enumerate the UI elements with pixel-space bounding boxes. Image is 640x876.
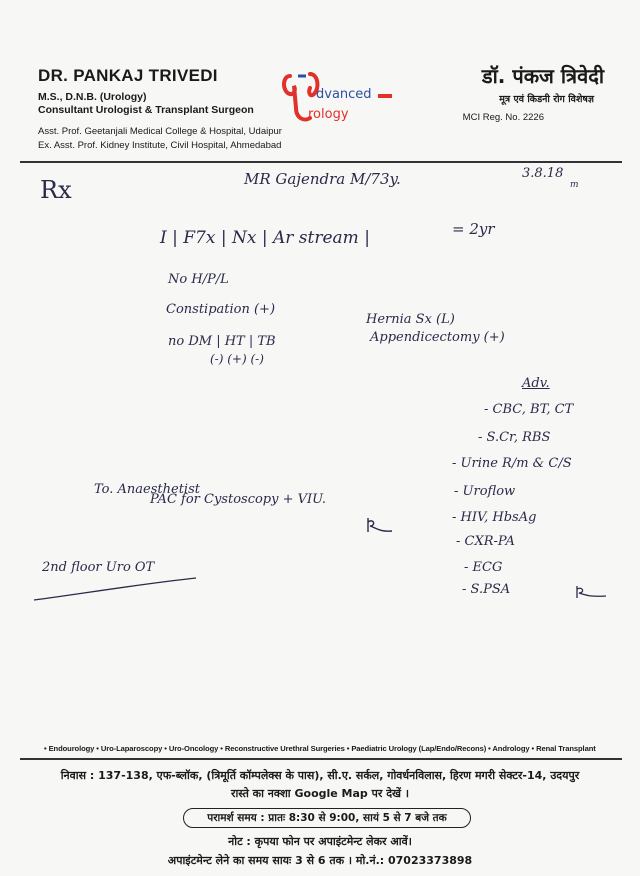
advice-item: - ECG xyxy=(464,560,503,575)
doctor-qualifications: M.S., D.N.B. (Urology) xyxy=(38,91,147,103)
appointment-time: अपाइंटमेन्ट लेने का समय सायः 3 से 6 तक । मो.नं.: 07023373898 xyxy=(167,854,473,867)
specialty-hindi: मूत्र एवं किडनी रोग विशेषज्ञ xyxy=(499,94,594,105)
logo-text-2: rology xyxy=(308,107,349,122)
doctor-name-hindi: डॉ. पंकज त्रिवेदी xyxy=(481,64,604,88)
advice-item: - CXR-PA xyxy=(456,534,515,549)
affiliation-1: Asst. Prof. Geetanjali Medical College & Hospital, Udaipur xyxy=(38,126,282,137)
header-divider xyxy=(20,161,622,163)
map-note: रास्ते का नक्शा Google Map पर देखें । xyxy=(230,787,410,800)
advice-item: - S.PSA xyxy=(462,582,511,597)
location-note: 2nd floor Uro OT xyxy=(42,560,155,575)
advice-item: - S.Cr, RBS xyxy=(478,430,551,445)
doctor-name: DR. PANKAJ TRIVEDI xyxy=(38,66,218,85)
advice-item: - CBC, BT, CT xyxy=(484,402,574,417)
logo-text-1: dvanced xyxy=(316,87,372,102)
referral-line-2: PAC for Cystoscopy + VIU. xyxy=(150,492,327,507)
prescription-date: 3.8.18 xyxy=(522,166,564,181)
advice-heading: Adv. xyxy=(522,376,550,391)
side-note-1: Hernia Sx (L) xyxy=(366,312,455,327)
findings-value: = 2yr xyxy=(452,220,495,238)
history-line-3-marks: (-) (+) (-) xyxy=(210,352,264,366)
residence-address: निवास : 137-138, एफ-ब्लॉक, (त्रिमूर्ति कॉम्पलेक्स के पास), सी.ए. सर्कल, गोवर्धनविलास, हिरण मगरी सेक्टर-14, उदयपुर xyxy=(60,769,580,782)
rx-symbol: Rx xyxy=(40,176,72,204)
signature-mark xyxy=(364,514,394,536)
footer-divider xyxy=(20,758,622,760)
advice-item: - Urine R/m & C/S xyxy=(452,456,572,471)
affiliation-2: Ex. Asst. Prof. Kidney Institute, Civil Hospital, Ahmedabad xyxy=(38,140,282,151)
side-note-2: Appendicectomy (+) xyxy=(370,330,505,345)
history-line-3: no DM | HT | TB xyxy=(168,334,276,349)
date-suffix: m xyxy=(570,180,579,190)
history-line-2: Constipation (+) xyxy=(166,302,276,317)
advice-item: - HIV, HbsAg xyxy=(452,510,537,525)
doctor-title: Consultant Urologist & Transplant Surgeon xyxy=(38,104,254,116)
advice-item: - Uroflow xyxy=(454,484,516,499)
appointment-note: नोट : कृपया फोन पर अपाइंटमेन्ट लेकर आवें। xyxy=(228,835,412,848)
signature-mark xyxy=(574,584,608,600)
referral-line-1: To. Anaesthetist xyxy=(94,482,200,497)
patient-name: MR Gajendra M/73y. xyxy=(244,170,401,188)
mci-registration: MCI Reg. No. 2226 xyxy=(462,112,544,123)
advanced-urology-logo xyxy=(280,68,400,128)
location-underline xyxy=(30,574,200,604)
specialties-list: • Endourology • Uro-Laparoscopy • Uro-Oncology • Reconstructive Urethral Surgeries • Paediatric Urology (Lap/Endo/Recons) • Andrology • Renal Transplant xyxy=(44,744,596,753)
consultation-timing: परामर्श समय : प्रातः 8:30 से 9:00, सायं 5 से 7 बजे तक xyxy=(183,808,471,828)
findings-line: I | F7x | Nx | Ar stream | xyxy=(160,228,370,248)
history-line-1: No H/P/L xyxy=(168,272,229,287)
